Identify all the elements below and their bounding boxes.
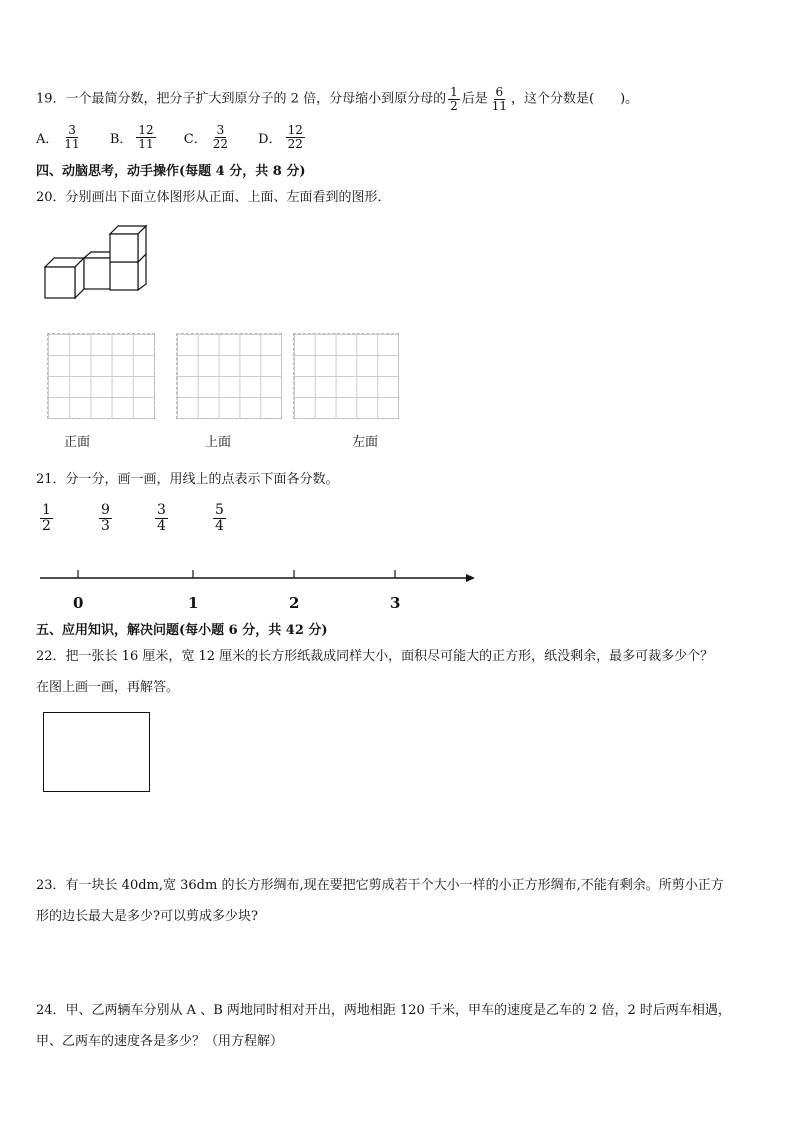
arrow-right-icon <box>466 574 475 582</box>
question-20-text: 20．分别画出下面立体图形从正面、上面、左面看到的图形． <box>36 190 391 205</box>
fraction-1-2: $\frac{1}{2}$ <box>42 502 51 534</box>
q19-fraction-half: $\frac{1}{2}$ <box>450 85 458 113</box>
section-4-title: 四、动脑思考，动手操作(每题 4 分，共 8 分) <box>36 164 306 179</box>
question-24-line-1: 24．甲、乙两辆车分别从 A 、B 两地同时相对开出，两地相距 120 千米，甲车的速度是乙车的 2 倍，2 时后两车相遇， <box>36 1003 731 1018</box>
section-5-title: 五、应用知识，解决问题(每小题 6 分，共 42 分) <box>36 623 328 638</box>
question-23-line-1: 23．有一块长 40dm,宽 36dm 的长方形绸布,现在要把它剪成若干个大小一样的小正方形绸布,不能有剩余。所剪小正方 <box>36 878 724 893</box>
label-top-view: 上面 <box>205 435 232 450</box>
tick-label-2: 2 <box>289 594 300 612</box>
q19-suffix: ，这个分数是( )。 <box>511 91 639 107</box>
question-21-text: 21．分一分，画一画，用线上的点表示下面各分数。 <box>36 472 339 487</box>
q19-option-c[interactable]: C． $\frac{3}{22}$ <box>183 123 229 151</box>
fraction-5-4: $\frac{5}{4}$ <box>215 502 224 534</box>
q19-option-a[interactable]: A． $\frac{3}{11}$ <box>36 123 80 151</box>
tick-label-3: 3 <box>390 594 401 612</box>
q19-fraction-result: $\frac{6}{11}$ <box>491 85 508 113</box>
left-view-grid[interactable] <box>293 333 399 419</box>
question-22-line-2: 在图上画一画，再解答。 <box>36 680 180 695</box>
question-24-line-2: 甲、乙两车的速度各是多少？（用方程解） <box>36 1034 284 1049</box>
q19-middle: 后是 <box>461 91 488 107</box>
fraction-9-3: $\frac{9}{3}$ <box>101 502 110 534</box>
front-view-grid[interactable] <box>47 333 155 419</box>
label-front-view: 正面 <box>64 435 91 450</box>
label-left-view: 左面 <box>352 435 379 450</box>
cube-stack-figure <box>40 222 152 304</box>
fraction-3-4: $\frac{3}{4}$ <box>157 502 166 534</box>
question-23-line-2: 形的边长最大是多少?可以剪成多少块? <box>36 909 258 924</box>
top-view-grid[interactable] <box>176 333 282 419</box>
q19-option-b[interactable]: B． $\frac{12}{11}$ <box>109 123 154 151</box>
q19-options <box>36 124 329 150</box>
tick-label-0: 0 <box>73 594 84 612</box>
question-19 <box>36 86 638 112</box>
question-22-line-1: 22．把一张长 16 厘米，宽 12 厘米的长方形纸裁成同样大小，面积尽可能大的正方形，纸没剩余，最多可裁多少个？ <box>36 649 714 664</box>
tick-label-1: 1 <box>188 594 199 612</box>
q19-prefix: 19．一个最简分数，把分子扩大到原分子的 2 倍，分母缩小到原分母的 <box>36 91 447 107</box>
number-line[interactable] <box>38 568 478 588</box>
q19-option-d[interactable]: D． $\frac{12}{22}$ <box>258 123 303 151</box>
rectangle-paper-figure[interactable] <box>43 712 150 792</box>
